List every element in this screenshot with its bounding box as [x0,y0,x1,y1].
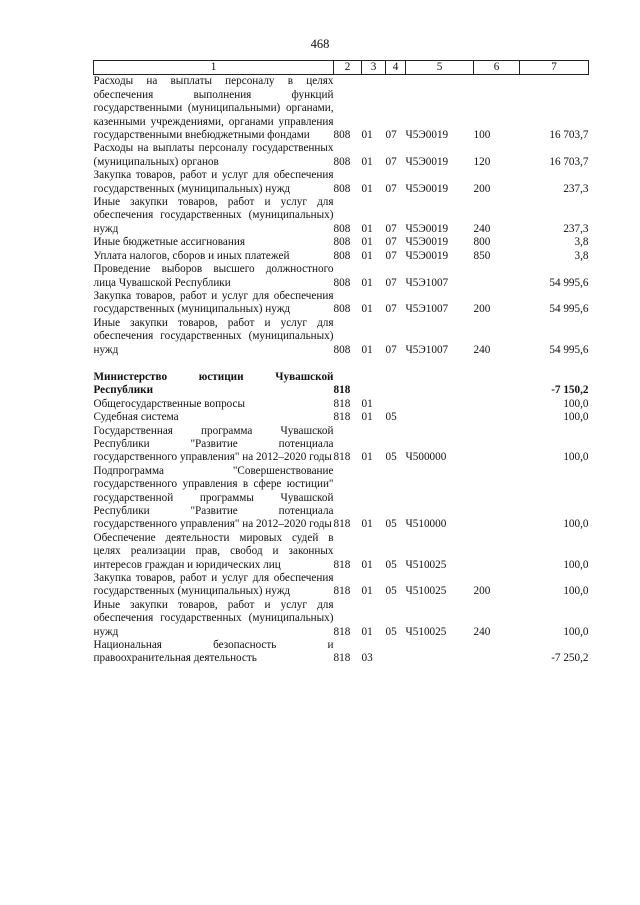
table-row [94,398,589,411]
table-row [94,371,589,398]
expense-type-code [474,371,520,398]
expense-type-code: 200 [473,182,491,195]
amount: 54 995,6 [549,276,589,289]
row-name: Закупка товаров, работ и услуг для обеспечения государственных (муниципальных) нужд [93,572,334,598]
row-name: Государственная программа Чувашской Республики "Развитие потенциала государственного управления" на 2012–2020 годы [93,424,334,464]
subsection-code: 07 [385,276,397,289]
target-article-code: Ч5Э1007 [405,303,449,316]
row-name: Закупка товаров, работ и услуг для обеспечения государственных (муниципальных) нужд [93,289,334,316]
expense-type-code: 800 [473,236,491,249]
amount: 100,0 [563,558,589,571]
amount: 237,3 [563,182,589,195]
section-code: 01 [361,276,373,289]
section-code: 01 [361,236,373,249]
section-code: 01 [361,518,373,531]
amount: 100,0 [563,451,589,464]
table-row [94,411,589,424]
target-article-code [406,398,474,411]
section-code: 01 [361,222,373,235]
amount: 3,8 [574,249,589,262]
expense-type-code: 240 [473,625,491,638]
expense-type-code [474,411,520,424]
ministry-code: 808 [333,129,351,142]
target-article-code [406,411,474,424]
target-article-code: Ч5Э0019 [405,129,449,142]
target-article-code: Ч5Э0019 [405,236,449,249]
amount: 54 995,6 [549,343,589,356]
section-code: 01 [361,585,373,598]
table-row [94,639,589,666]
amount: 16 703,7 [549,129,589,142]
ministry-code: 808 [333,155,351,168]
ministry-code: 808 [333,236,351,249]
section-code [362,371,386,398]
subsection-code: 07 [385,343,397,356]
table-row [94,236,589,249]
amount: -7 250,2 [551,652,589,665]
target-article-code: Ч500000 [405,451,447,464]
subsection-code [386,371,406,398]
table-row [94,196,589,236]
expense-type-code [474,263,520,290]
table-row [94,169,589,196]
section-code: 01 [361,249,373,262]
row-name: Министерство юстиции Чувашской Республики [93,370,334,397]
subsection-code: 05 [385,558,397,571]
table-row [94,572,589,599]
target-article-code: Ч510025 [405,558,447,571]
ministry-code: 808 [333,222,351,235]
section-code: 01 [361,182,373,195]
subsection-code: 07 [385,129,397,142]
section-code: 01 [361,397,373,410]
table-row [94,425,589,465]
ministry-code: 818 [333,397,351,410]
section-code: 01 [361,625,373,638]
row-name: Проведение выборов высшего должностного лица Чувашской Республики [93,263,334,289]
amount: 237,3 [563,222,589,235]
row-name: Иные закупки товаров, работ и услуг для обеспечения государственных (муниципальных) нужд [93,196,334,235]
ministry-code: 818 [333,384,351,397]
section-code: 03 [361,652,373,665]
amount: 54 995,6 [549,303,589,316]
ministry-code: 808 [333,276,351,289]
target-article-code: Ч5Э0019 [405,249,449,262]
section-code: 01 [361,411,373,424]
target-article-code: Ч5Э0019 [405,182,449,195]
expense-type-code [474,398,520,411]
column-header: 5 [406,61,474,75]
amount: 3,8 [574,236,589,249]
amount: 100,0 [563,397,589,410]
amount: 100,0 [563,518,589,531]
subsection-code: 05 [385,585,397,598]
column-header: 6 [474,61,520,75]
table-header-row [94,61,589,75]
amount: -7 150,2 [551,384,589,397]
table-row [94,532,589,572]
target-article-code: Ч5Э1007 [405,343,449,356]
ministry-code: 818 [333,652,351,665]
target-article-code: Ч5Э0019 [405,155,449,168]
row-name: Закупка товаров, работ и услуг для обеспечения государственных (муниципальных) нужд [93,169,334,195]
subsection-code: 07 [385,222,397,235]
column-header: 7 [520,61,589,75]
ministry-code: 808 [333,182,351,195]
ministry-code: 808 [333,343,351,356]
expense-type-code: 240 [473,343,491,356]
subsection-code: 05 [385,411,397,424]
ministry-code: 808 [333,303,351,316]
table-row [94,290,589,317]
amount: 100,0 [563,625,589,638]
expense-type-code: 200 [473,303,491,316]
expense-type-code: 120 [473,155,491,168]
row-name: Уплата налогов, сборов и иных платежей [93,249,290,262]
expense-type-code [474,425,520,465]
row-name: Расходы на выплаты персоналу государственных (муниципальных) органов [93,142,334,168]
row-name: Судебная система [93,411,179,424]
expense-type-code [474,532,520,572]
target-article-code: Ч510000 [405,518,447,531]
row-name: Иные закупки товаров, работ и услуг для обеспечения государственных (муниципальных) нужд [93,598,334,638]
subsection-code: 05 [385,625,397,638]
table-row [94,263,589,290]
row-name: Национальная безопасность и правоохранительная деятельность [93,639,334,665]
expense-type-code [474,465,520,532]
subsection-code: 05 [385,518,397,531]
ministry-code: 818 [333,411,351,424]
column-header: 3 [362,61,386,75]
subsection-code: 07 [385,249,397,262]
table-row [94,142,589,169]
table-row [94,250,589,263]
section-code: 01 [361,303,373,316]
target-article-code: Ч5Э0019 [405,222,449,235]
table-row [94,317,589,357]
row-name: Иные закупки товаров, работ и услуг для обеспечения государственных (муниципальных) нужд [93,316,334,356]
amount: 16 703,7 [549,155,589,168]
expense-type-code: 100 [473,129,491,142]
row-name: Расходы на выплаты персоналу в целях обеспечения выполнения функций государственными (муниципальными) органами, казенными учреждениями, органами управления государственными внебюджетными фондами [93,75,334,142]
target-article-code [406,371,474,398]
ministry-code: 808 [333,249,351,262]
ministry-code: 818 [333,451,351,464]
ministry-code: 818 [333,585,351,598]
expense-type-code: 850 [473,249,491,262]
subsection-code: 07 [385,155,397,168]
subsection-code [386,398,406,411]
section-code: 01 [361,558,373,571]
subsection-code: 07 [385,182,397,195]
amount: 100,0 [563,585,589,598]
section-code: 01 [361,451,373,464]
target-article-code: Ч510025 [405,585,447,598]
expense-type-code [474,639,520,666]
target-article-code: Ч5Э1007 [405,276,449,289]
ministry-code: 818 [333,558,351,571]
column-header: 1 [94,61,334,75]
expense-type-code: 240 [473,222,491,235]
page-number: 468 [310,37,330,51]
target-article-code [406,639,474,666]
subsection-code: 07 [385,236,397,249]
budget-table [93,60,589,666]
row-name: Общегосударственные вопросы [93,397,246,410]
subsection-code: 05 [385,451,397,464]
subsection-code: 07 [385,303,397,316]
section-code: 01 [361,155,373,168]
spacer-row [94,357,589,371]
expense-type-code: 200 [473,585,491,598]
column-header: 2 [334,61,362,75]
row-name: Иные бюджетные ассигнования [93,236,245,249]
amount: 100,0 [563,411,589,424]
table-row [94,465,589,532]
section-code: 01 [361,343,373,356]
row-name: Подпрограмма "Совершенствование государственного управления в сфере юстиции" государственной программы Чувашской Республики "Развитие потенциала государственного управления" на 2012–2020 годы [93,464,334,531]
table-row [94,599,589,639]
section-code: 01 [361,129,373,142]
ministry-code: 818 [333,518,351,531]
target-article-code: Ч510025 [405,625,447,638]
column-header: 4 [386,61,406,75]
table-row [94,75,589,143]
subsection-code [386,639,406,666]
row-name: Обеспечение деятельности мировых судей в целях реализации прав, свобод и законных интересов граждан и юридических лиц [93,531,334,571]
ministry-code: 818 [333,625,351,638]
